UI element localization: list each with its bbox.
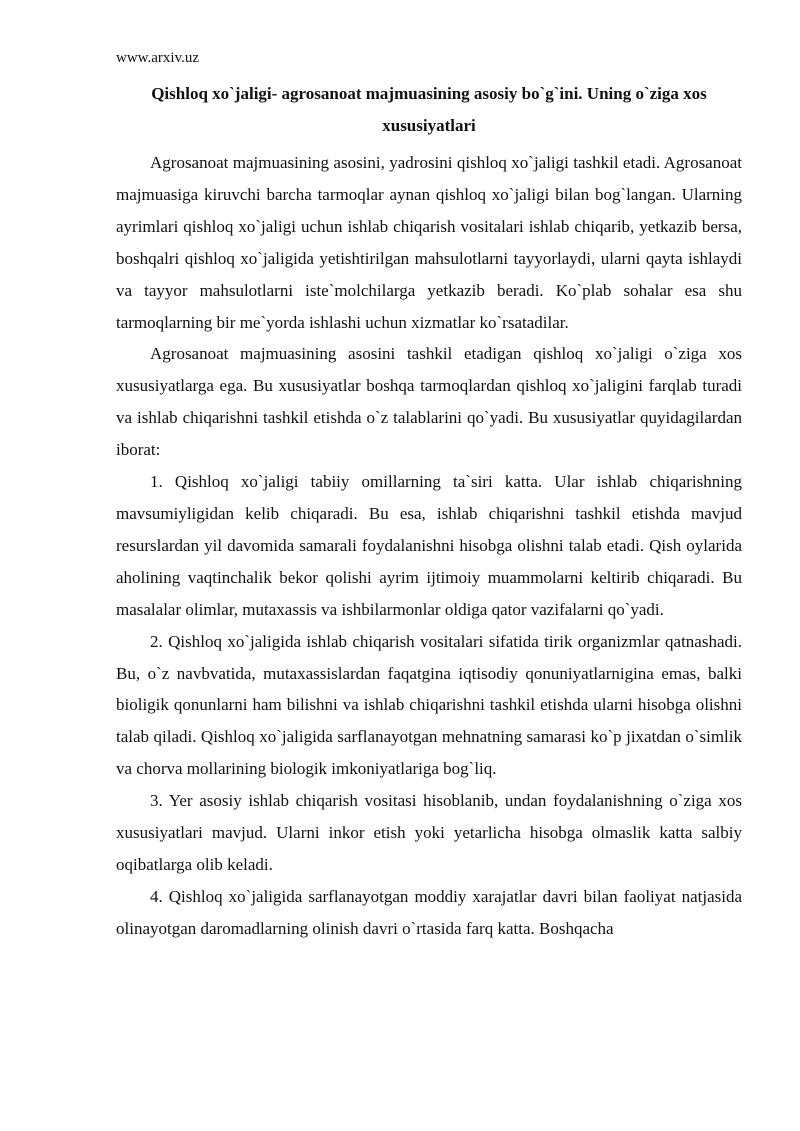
paragraph-intro: Agrosanoat majmuasining asosini, yadrosini qishloq xo`jaligi tashkil etadi. Agrosanoat majmuasiga kiruvchi barcha tarmoqlar aynan qishloq xo`jaligi bilan bog`langan. Ularning ayrimlari qishloq xo`jaligi uchun ishlab chiqarish vositalari ishlab chiqarib, yetkazib bersa, boshqalri qishloq xo`jaligida yetishtirilgan mahsulotlarni tayyorlaydi, ularni qayta ishlaydi va tayyor mahsulotlarni iste`molchilarga yetkazib beradi. Ko`plab sohalar esa shu tarmoqlarning bir me`yorda ishlashi uchun xizmatlar ko`rsatadilar. [116,153,742,332]
paragraph-item-4: 4. Qishloq xo`jaligida sarflanayotgan moddiy xarajatlar davri bilan faoliyat natjasida olinayotgan daromadlarning olinish davri o`rtasida farq katta. Boshqacha [116,886,742,938]
document-body [116,147,742,945]
paragraph-item-2: 2. Qishloq xo`jaligida ishlab chiqarish vositalari sifatida tirik organizmlar qatnashadi. Bu, o`z navbvatida, mutaxassislardan faqatgina iqtisodiy qonuniyatlarnigina emas, balki bioligik qonunlarni ham bilishni va ishlab chiqarishni tashkil etishda ularni hisobga olishni talab qiladi. Qishloq xo`jaligida sarflanayotgan mehnatning samarasi ko`p jixatdan o`simlik va chorva mollarining biologik imkoniyatlariga bog`liq. [116,631,742,779]
paragraph-features: Agrosanoat majmuasining asosini tashkil etadigan qishloq xo`jaligi o`ziga xos xususiyatlarga ega. Bu xususiyatlar boshqa tarmoqlardan qishloq xo`jaligini farqlab turadi va ishlab chiqarishni tashkil etishda o`z talablarini qo`yadi. Bu xususiyatlar quyidagilardan iborat: [116,344,742,460]
paragraph-item-1: 1. Qishloq xo`jaligi tabiiy omillarning ta`siri katta. Ular ishlab chiqarishning mavsumiyligidan kelib chiqaradi. Bu esa, ishlab chiqarishni tashkil etishda mavjud resurslardan yil davomida samarali foydalanishni hisobga olishni talab etadi. Qish oylarida aholining vaqtinchalik bekor qolishi ayrim ijtimoiy muammolarni keltirib chiqaradi. Bu masalalar olimlar, mutaxassis va ishbilarmonlar oldiga qator vazifalarni qo`yadi. [116,472,742,619]
paragraph-item-3: 3. Yer asosiy ishlab chiqarish vositasi hisoblanib, undan foydalanishning o`ziga xos xususiyatlari mavjud. Ularni inkor etish yoki yetarlicha hisobga olmaslik katta salbiy oqibatlarga olib keladi. [116,791,742,874]
document-title: Qishloq xo`jaligi- agrosanoat majmuasining asosiy bo`g`ini. Uning o`ziga xos xususiyatlari [151,84,707,135]
site-url: www.arxiv.uz [116,50,200,66]
